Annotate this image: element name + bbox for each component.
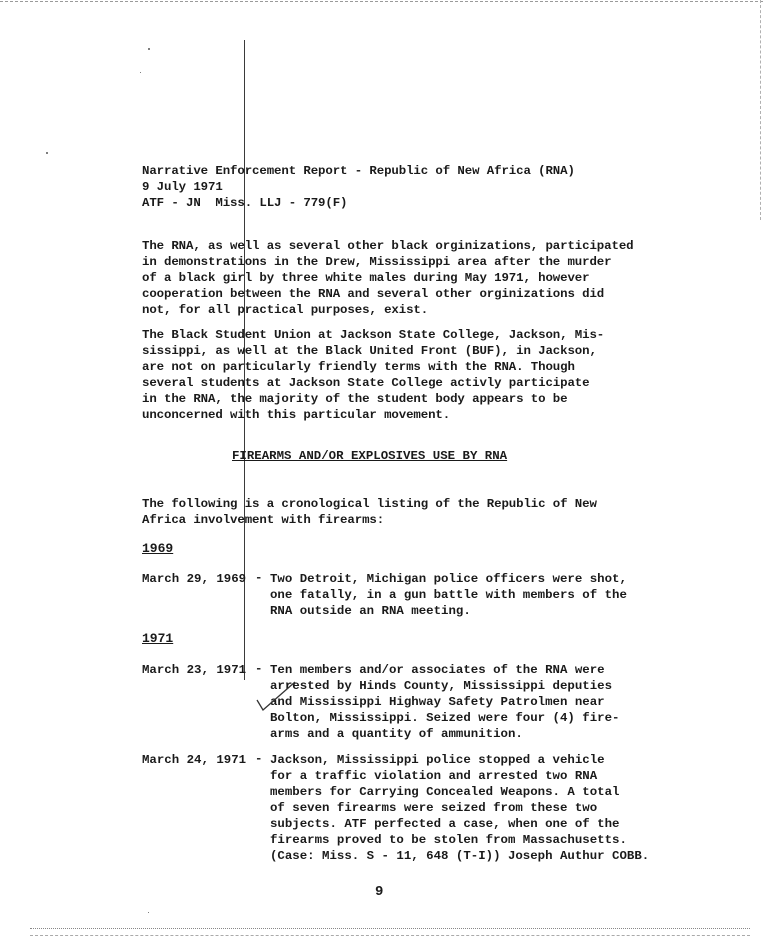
- year-heading: 1971: [142, 631, 174, 646]
- entry-line: and Mississippi Highway Safety Patrolmen near: [270, 695, 605, 709]
- entry-line: for a traffic violation and arrested two RNA: [270, 769, 598, 783]
- entry-line: RNA outside an RNA meeting.: [270, 604, 471, 618]
- entry-line: of seven firearms were seized from these two: [270, 801, 598, 815]
- entry-line: one fatally, in a gun battle with members of the: [270, 588, 627, 602]
- entry-dash: -: [255, 662, 263, 676]
- entry-line: members for Carrying Concealed Weapons. A total: [270, 785, 620, 799]
- paragraph2-line: The Black Student Union at Jackson State College, Jackson, Mis-: [142, 328, 605, 342]
- scan-speck: [140, 72, 141, 73]
- intro-line: The following is a cronological listing of the Republic of New: [142, 497, 597, 511]
- report-case-number: ATF - JN Miss. LLJ - 779(F): [142, 196, 348, 210]
- year-heading: 1969: [142, 541, 174, 556]
- entry-line: (Case: Miss. S - 11, 648 (T-I)) Joseph Authur COBB.: [270, 849, 650, 863]
- entry-line: Two Detroit, Michigan police officers were shot,: [270, 572, 627, 586]
- paragraph2-line: unconcerned with this particular movement.: [142, 408, 451, 422]
- paragraph1-line: cooperation between the RNA and several other orginizations did: [142, 287, 605, 301]
- paragraph2-line: several students at Jackson State College activly participate: [142, 376, 590, 390]
- entry-line: arrested by Hinds County, Mississippi deputies: [270, 679, 613, 693]
- entry-date: March 29, 1969: [142, 572, 247, 586]
- handwritten-checkmark: [255, 676, 315, 716]
- paragraph2-line: are not on particularly friendly terms with the RNA. Though: [142, 360, 575, 374]
- scan-speck: [148, 48, 150, 50]
- paragraph1-line: of a black girl by three white males during May 1971, however: [142, 271, 590, 285]
- scan-edge-bottom: [30, 928, 750, 936]
- paragraph2-line: in the RNA, the majority of the student body appears to be: [142, 392, 568, 406]
- scan-edge-top: [0, 1, 763, 2]
- scan-speck: [46, 152, 48, 154]
- entry-line: firearms proved to be stolen from Massachusetts.: [270, 833, 627, 847]
- paragraph1-line: in demonstrations in the Drew, Mississippi area after the murder: [142, 255, 612, 269]
- page-number: 9: [375, 884, 384, 900]
- scan-edge-right: [760, 0, 761, 220]
- paragraph1-line: not, for all practical purposes, exist.: [142, 303, 429, 317]
- paragraph2-line: sissippi, as well at the Black United Front (BUF), in Jackson,: [142, 344, 597, 358]
- entry-dash: -: [255, 752, 263, 766]
- entry-date: March 24, 1971: [142, 753, 247, 767]
- entry-dash: -: [255, 571, 263, 585]
- section-heading: FIREARMS AND/OR EXPLOSIVES USE BY RNA: [232, 449, 508, 463]
- entry-line: subjects. ATF perfected a case, when one of the: [270, 817, 620, 831]
- scan-speck: [148, 912, 149, 913]
- entry-line: Ten members and/or associates of the RNA were: [270, 663, 605, 677]
- entry-line: arms and a quantity of ammunition.: [270, 727, 523, 741]
- paragraph1-line: The RNA, as well as several other black orginizations, participated: [142, 239, 634, 253]
- entry-date: March 23, 1971: [142, 663, 247, 677]
- report-title: Narrative Enforcement Report - Republic of New Africa (RNA): [142, 164, 575, 178]
- entry-line: Bolton, Mississippi. Seized were four (4) fire-: [270, 711, 620, 725]
- report-date: 9 July 1971: [142, 180, 223, 194]
- intro-line: Africa involvement with firearms:: [142, 513, 385, 527]
- entry-line: Jackson, Mississippi police stopped a vehicle: [270, 753, 605, 767]
